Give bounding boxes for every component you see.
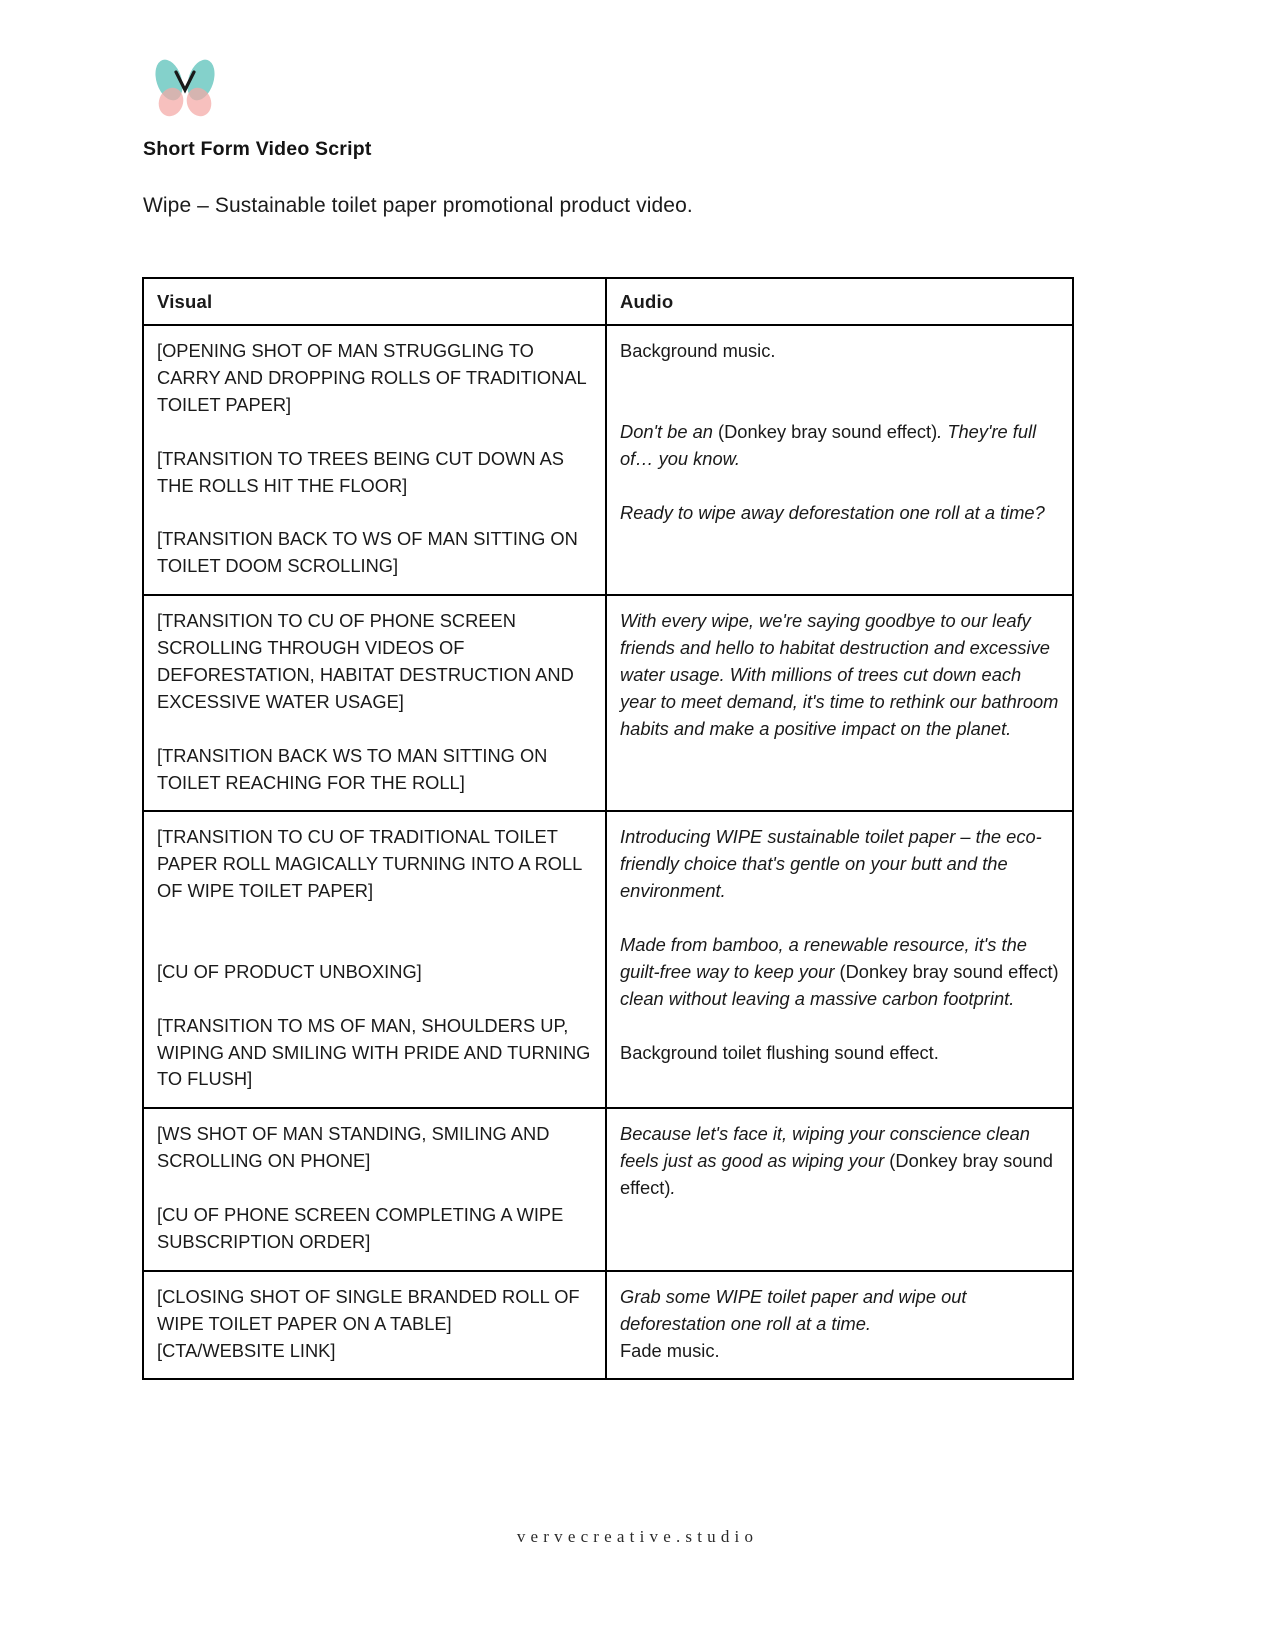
audio-italic-text: Don't be an bbox=[620, 420, 719, 442]
spacer bbox=[620, 392, 1061, 419]
audio-block bbox=[620, 932, 1061, 1013]
spacer bbox=[620, 1013, 1061, 1040]
audio-block: Introducing WIPE sustainable toilet paper – the eco-friendly choice that's gentle on your butt and the environment. bbox=[620, 826, 1042, 902]
spacer bbox=[620, 905, 1061, 932]
butterfly-logo bbox=[143, 58, 227, 120]
column-header-visual: Visual bbox=[143, 278, 606, 325]
visual-block: [TRANSITION TO CU OF PHONE SCREEN SCROLLING THROUGH VIDEOS OF DEFORESTATION, HABITAT DESTRUCTION AND EXCESSIVE WATER USAGE] bbox=[157, 610, 574, 712]
audio-block: With every wipe, we're saying goodbye to our leafy friends and hello to habitat destruction and excessive water usage. With millions of trees cut down each year to meet demand, it's time to rethink our bathroom habits and make a positive impact on the planet. bbox=[620, 610, 1059, 739]
column-header-audio: Audio bbox=[606, 278, 1073, 325]
visual-block: [TRANSITION BACK TO WS OF MAN SITTING ON TOILET DOOM SCROLLING] bbox=[157, 528, 578, 577]
visual-block: [TRANSITION TO TREES BEING CUT DOWN AS THE ROLLS HIT THE FLOOR] bbox=[157, 447, 564, 496]
sound-effect-note: (Donkey bray sound effect) bbox=[718, 420, 938, 442]
audio-cell bbox=[606, 325, 1073, 595]
spacer bbox=[157, 986, 594, 1013]
spacer bbox=[157, 716, 594, 743]
visual-cell bbox=[143, 595, 606, 811]
table-row bbox=[143, 1108, 1073, 1270]
table-header-row bbox=[143, 278, 1073, 325]
table-row bbox=[143, 1271, 1073, 1380]
visual-cell bbox=[143, 1108, 606, 1270]
butterfly-logo-icon bbox=[143, 58, 227, 120]
spacer bbox=[620, 473, 1061, 500]
audio-block bbox=[620, 1121, 1061, 1202]
spacer bbox=[157, 500, 594, 527]
table-row bbox=[143, 811, 1073, 1108]
visual-cell bbox=[143, 1271, 606, 1380]
audio-block: Background music. bbox=[620, 340, 776, 362]
page-title: Short Form Video Script bbox=[143, 138, 372, 160]
footer-brand: vervecreative.studio bbox=[516, 1527, 759, 1546]
visual-block: [CU OF PRODUCT UNBOXING] bbox=[157, 960, 422, 982]
script-table bbox=[142, 277, 1074, 1380]
page-subtitle: Wipe – Sustainable toilet paper promotional product video. bbox=[143, 194, 693, 217]
visual-block: [TRANSITION TO CU OF TRADITIONAL TOILET PAPER ROLL MAGICALLY TURNING INTO A ROLL OF WIPE TOILET PAPER] bbox=[157, 826, 582, 902]
audio-block: Background toilet flushing sound effect. bbox=[620, 1041, 939, 1063]
audio-cell bbox=[606, 811, 1073, 1108]
audio-italic-text: Because let's face it, wiping your conscience clean feels just as good as wiping your bbox=[620, 1123, 1030, 1172]
spacer bbox=[620, 365, 1061, 392]
audio-italic-text: clean without leaving a massive carbon footprint. bbox=[620, 987, 1015, 1009]
visual-block: [WS SHOT OF MAN STANDING, SMILING AND SCROLLING ON PHONE] bbox=[157, 1123, 550, 1172]
audio-italic-text: . bbox=[670, 1177, 676, 1199]
table-row bbox=[143, 595, 1073, 811]
spacer bbox=[157, 419, 594, 446]
audio-block bbox=[620, 419, 1061, 473]
visual-block: [TRANSITION BACK WS TO MAN SITTING ON TOILET REACHING FOR THE ROLL] bbox=[157, 744, 548, 793]
audio-cell bbox=[606, 1108, 1073, 1270]
audio-italic-text: Made from bamboo, a renewable resource, it's the guilt-free way to keep your bbox=[620, 934, 1027, 982]
audio-italic-text: . They're full of… you know. bbox=[620, 420, 1037, 469]
visual-block: [CU OF PHONE SCREEN COMPLETING A WIPE SUBSCRIPTION ORDER] bbox=[157, 1204, 564, 1252]
visual-block: [TRANSITION TO MS OF MAN, SHOULDERS UP, WIPING AND SMILING WITH PRIDE AND TURNING TO FLUSH] bbox=[157, 1014, 591, 1090]
table-row bbox=[143, 325, 1073, 595]
audio-cell bbox=[606, 1271, 1073, 1380]
visual-cell bbox=[143, 811, 606, 1108]
spacer bbox=[157, 1175, 594, 1202]
audio-block: Grab some WIPE toilet paper and wipe out deforestation one roll at a time. bbox=[620, 1285, 967, 1334]
visual-block: [CLOSING SHOT OF SINGLE BRANDED ROLL OF WIPE TOILET PAPER ON A TABLE] bbox=[157, 1285, 580, 1334]
audio-cell bbox=[606, 595, 1073, 811]
sound-effect-note: (Donkey bray sound effect) bbox=[620, 1150, 1053, 1199]
table-body bbox=[143, 325, 1073, 1379]
visual-block: [OPENING SHOT OF MAN STRUGGLING TO CARRY AND DROPPING ROLLS OF TRADITIONAL TOILET PAPER] bbox=[157, 340, 587, 415]
visual-block: [CTA/WEBSITE LINK] bbox=[157, 1339, 336, 1361]
spacer bbox=[157, 932, 594, 959]
visual-cell bbox=[143, 325, 606, 595]
audio-block: Fade music. bbox=[620, 1339, 720, 1361]
audio-block: Ready to wipe away deforestation one roll at a time? bbox=[620, 501, 1045, 523]
sound-effect-note: (Donkey bray sound effect) bbox=[839, 960, 1059, 982]
spacer bbox=[157, 905, 594, 932]
